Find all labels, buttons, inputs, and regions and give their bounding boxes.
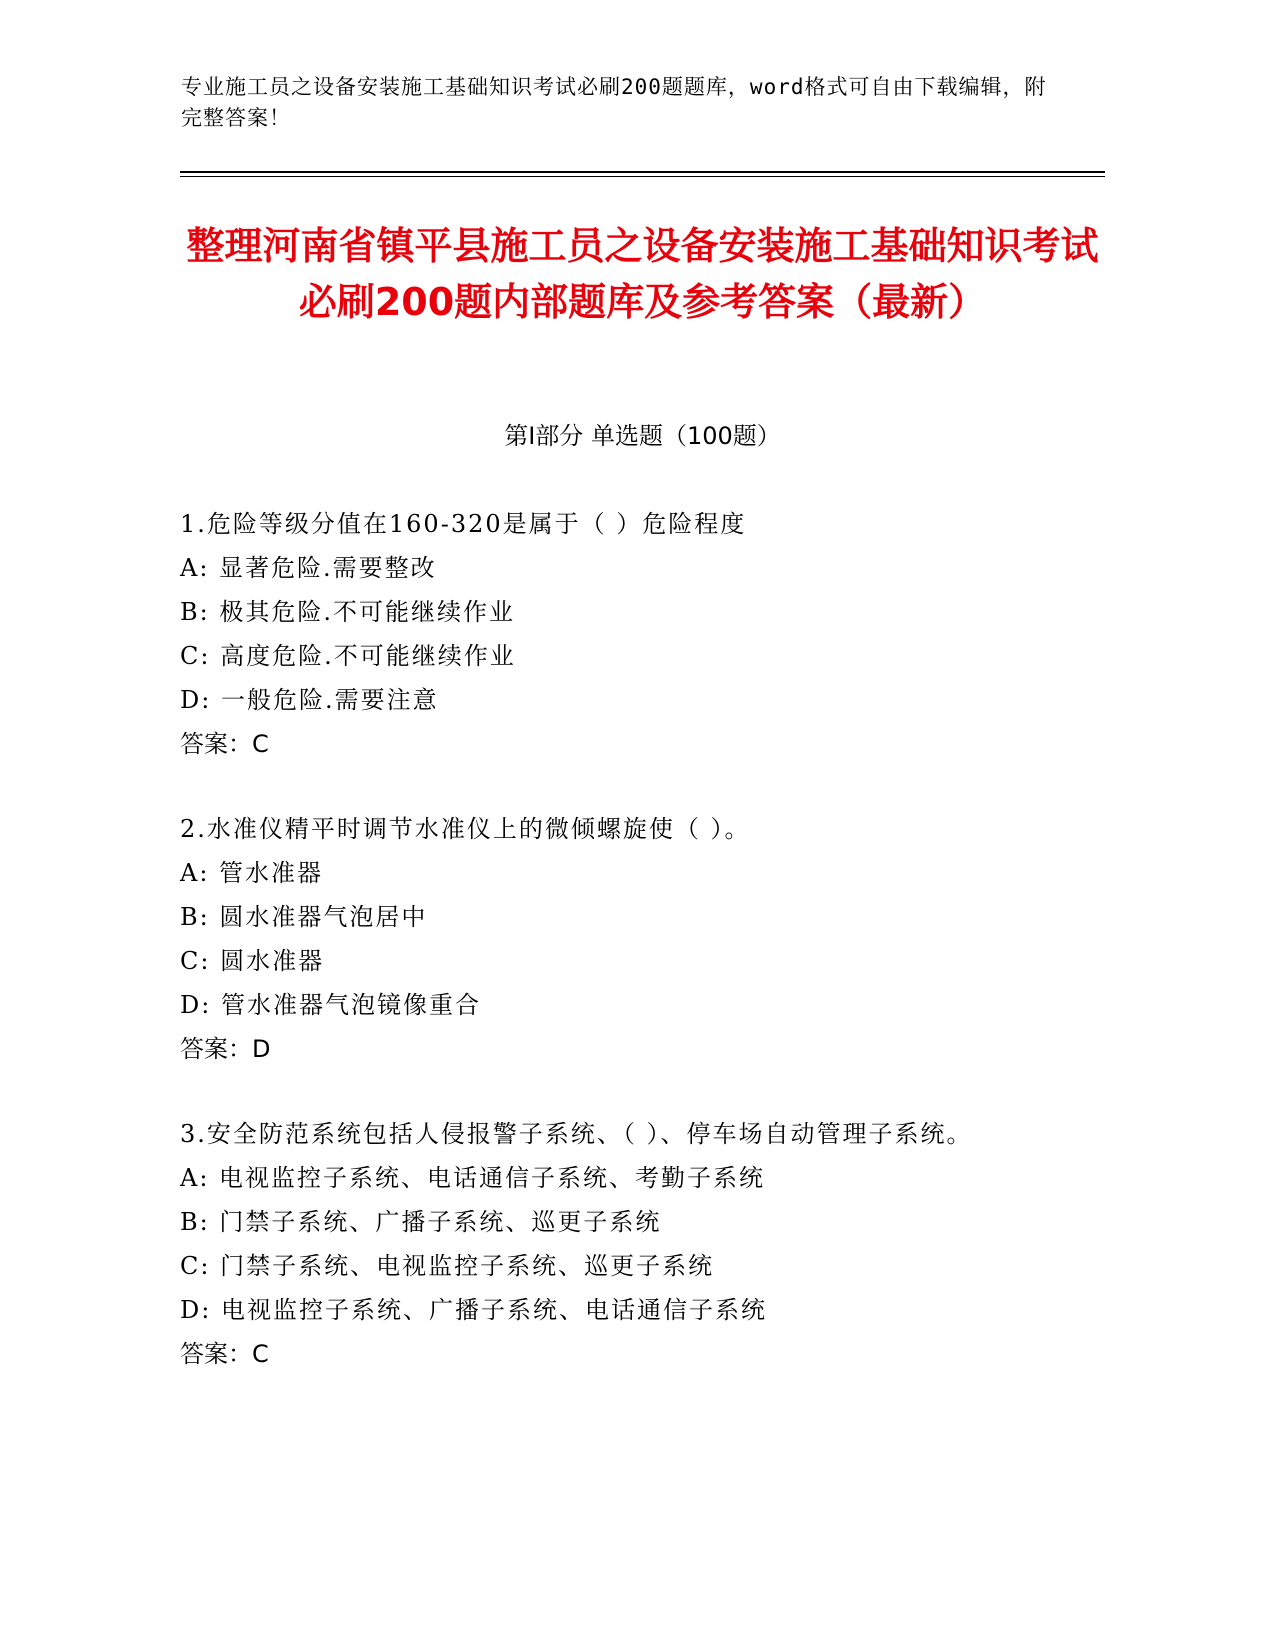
answer: 答案：C [180, 1340, 269, 1368]
option-a: A: 显著危险.需要整改 [180, 554, 437, 582]
question-2 [180, 807, 1060, 1071]
header-note: 专业施工员之设备安装施工基础知识考试必刷200题题库，word格式可自由下载编辑，附完整答案！ [181, 75, 1047, 130]
question-stem: 3.安全防范系统包括人侵报警子系统、（ ）、停车场自动管理子系统。 [180, 1120, 973, 1148]
question-stem: 1.危险等级分值在160-320是属于（ ）危险程度 [180, 510, 747, 538]
option-d: D: 管水准器气泡镜像重合 [180, 991, 481, 1019]
option-c: C: 门禁子系统、电视监控子系统、巡更子系统 [180, 1252, 715, 1280]
option-b: B: 圆水准器气泡居中 [180, 903, 428, 931]
option-c: C: 圆水准器 [180, 947, 325, 975]
option-c: C: 高度危险.不可能继续作业 [180, 642, 516, 670]
option-d: D: 一般危险.需要注意 [180, 686, 439, 714]
question-1 [180, 502, 1060, 766]
answer: 答案：C [180, 730, 269, 758]
option-a: A: 管水准器 [180, 859, 324, 887]
option-b: B: 极其危险.不可能继续作业 [180, 598, 515, 626]
option-d: D: 电视监控子系统、广播子系统、电话通信子系统 [180, 1296, 767, 1324]
option-b: B: 门禁子系统、广播子系统、巡更子系统 [180, 1208, 662, 1236]
header-divider-thin [180, 176, 1105, 177]
option-a: A: 电视监控子系统、电话通信子系统、考勤子系统 [180, 1164, 766, 1192]
answer: 答案：D [180, 1035, 271, 1063]
question-3 [180, 1112, 1060, 1376]
section-heading: 第Ⅰ部分 单选题（100题） [504, 422, 781, 450]
header-divider-thick [180, 171, 1105, 173]
document-title: 整理河南省镇平县施工员之设备安装施工基础知识考试必刷200题内部题库及参考答案（最新） [186, 224, 1099, 324]
question-stem: 2.水准仪精平时调节水准仪上的微倾螺旋使（ ）。 [180, 815, 751, 843]
